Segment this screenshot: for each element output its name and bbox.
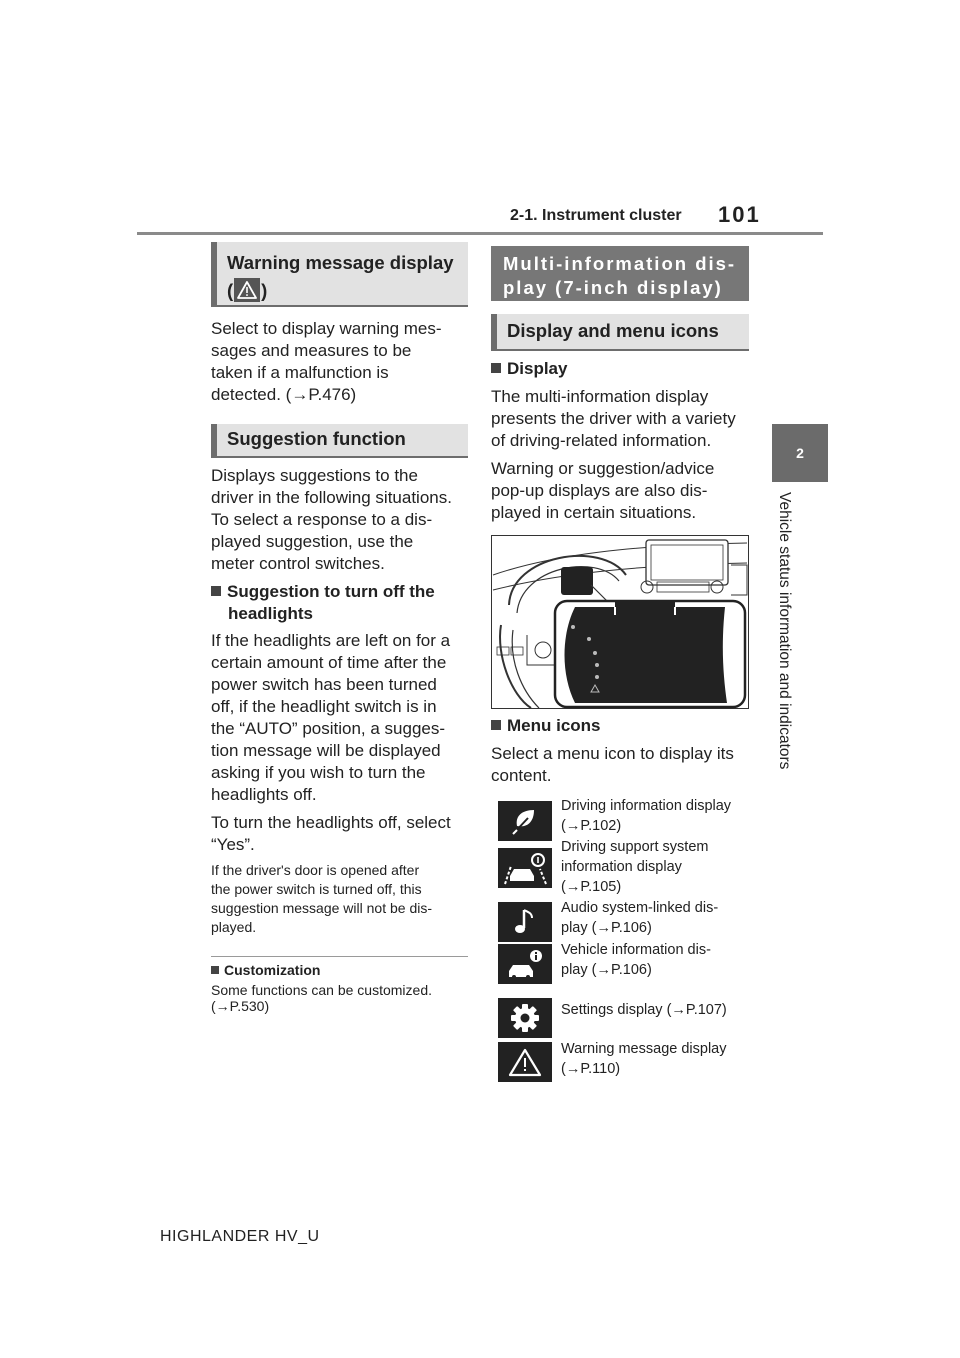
instrument-cluster-illustration — [491, 535, 749, 709]
footer-model: HIGHLANDER HV_U — [160, 1228, 320, 1245]
section-divider — [211, 956, 468, 957]
menu-item-driving-support: Driving support system information display (→P.105) — [561, 839, 709, 895]
eco-leaf-icon — [498, 801, 552, 841]
bullet-square-icon — [211, 966, 219, 974]
page-number: 101 — [718, 202, 761, 227]
display-description: The multi-information display presents the driver with a variety of driving-related information. — [491, 387, 736, 450]
suggestion-description: Displays suggestions to the driver in the following situations. To select a response to a dis- played suggestion, use the meter control switches. — [211, 466, 452, 573]
bullet-square-icon — [211, 586, 221, 596]
warning-heading-line2: ( ) — [227, 280, 268, 301]
menu-icons-description: Select a menu icon to display its content. — [491, 744, 734, 785]
menu-item-settings: Settings display (→P.107) — [561, 1002, 727, 1018]
turn-off-instruction: To turn the headlights off, select “Yes”. — [211, 813, 451, 854]
header-rule — [137, 232, 823, 235]
warning-message-heading — [211, 242, 468, 307]
display-menu-icons-heading: Display and menu icons — [491, 314, 749, 351]
chapter-title-vertical — [767, 492, 793, 797]
driving-support-icon — [498, 848, 552, 888]
headlights-bullet: Suggestion to turn off the headlights — [211, 581, 473, 625]
chapter-number: 2 — [796, 445, 804, 461]
headlights-description: If the headlights are left on for a certain amount of time after the power switch has been turned off, if the headlight switch is in the “AUTO” position, a sugges- tion message will be displayed asking if you wish to turn the headlights off. — [211, 631, 451, 804]
multi-info-display-heading: Multi-information dis- play (7-inch display) — [491, 246, 749, 301]
warning-triangle-icon — [498, 1042, 552, 1082]
customization-description: Some functions can be customized. (→P.530) — [211, 982, 433, 1014]
vehicle-info-icon — [498, 944, 552, 984]
music-note-icon — [498, 902, 552, 942]
popup-description: Warning or suggestion/advice pop-up displays are also dis- played in certain situations. — [491, 459, 715, 522]
customization-label: Customization — [211, 961, 320, 980]
chapter-title: Vehicle status information and indicators — [776, 492, 793, 770]
bullet-square-icon — [491, 720, 501, 730]
menu-item-vehicle-information: Vehicle information dis- play (→P.106) — [561, 942, 711, 978]
menu-item-warning-message: Warning message display (→P.110) — [561, 1041, 727, 1077]
suggestion-function-heading: Suggestion function — [211, 424, 468, 458]
bullet-square-icon — [491, 363, 501, 373]
menu-item-driving-information: Driving information display (→P.102) — [561, 798, 732, 834]
display-bullet: Display — [491, 358, 567, 380]
menu-icons-bullet: Menu icons — [491, 715, 601, 737]
settings-gear-icon — [498, 998, 552, 1038]
warning-heading-line1: Warning message display — [227, 252, 454, 273]
warning-triangle-icon — [234, 278, 260, 302]
warning-description: Select to display warning mes- sages and measures to be taken if a malfunction is detected. (→P.476) — [211, 319, 442, 404]
chapter-tab — [772, 424, 828, 482]
section-title: 2-1. Instrument cluster — [510, 207, 682, 224]
menu-item-audio-linked: Audio system-linked dis- play (→P.106) — [561, 900, 719, 936]
door-note: If the driver's door is opened after the power switch is turned off, this suggestion message will not be dis- played. — [211, 862, 433, 935]
